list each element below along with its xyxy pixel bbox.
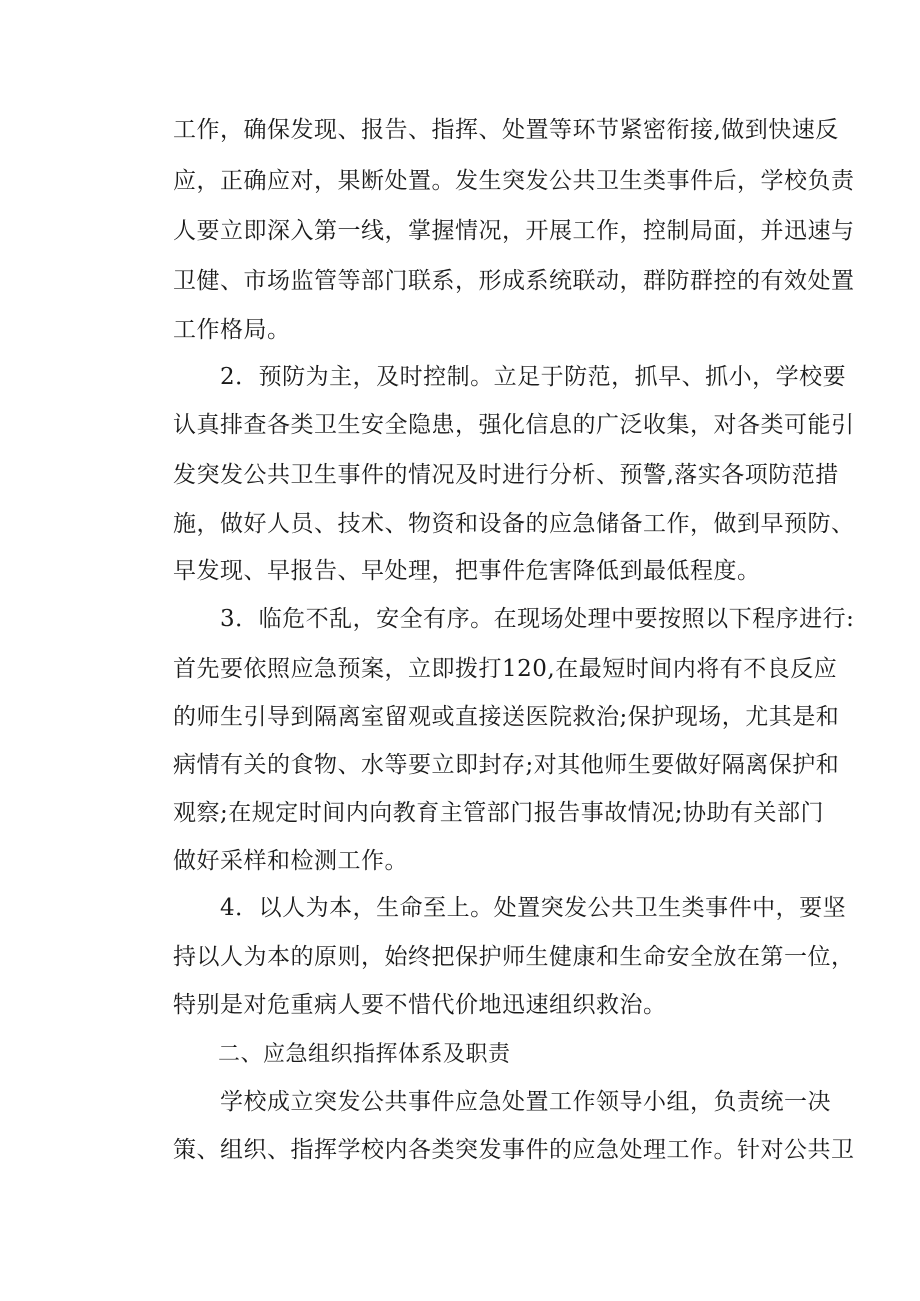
text-line: 病情有关的食物、水等要立即封存;对其他师生要做好隔离保护和 bbox=[173, 752, 840, 778]
text-line: 的师生引导到隔离室留观或直接送医院救治;保护现场，尤其是和 bbox=[173, 704, 840, 730]
text-line: 首先要依照应急预案，立即拨打120,在最短时间内将有不良反应 bbox=[173, 656, 838, 682]
text-line: 应，正确应对，果断处置。发生突发公共卫生类事件后，学校负责 bbox=[173, 168, 855, 194]
paragraph-4-start: 4．以人为本，生命至上。处置突发公共卫生类事件中，要坚 bbox=[220, 895, 847, 921]
section-heading: 二、应急组织指挥体系及职责 bbox=[218, 1042, 511, 1067]
text-line: 卫健、市场监管等部门联系，形成系统联动，群防群控的有效处置 bbox=[173, 268, 855, 294]
paragraph-3-start: 3．临危不乱，安全有序。在现场处理中要按照以下程序进行: bbox=[220, 606, 855, 632]
text-line: 做好采样和检测工作。 bbox=[173, 848, 408, 874]
text-line: 特别是对危重病人要不惜代价地迅速组织救治。 bbox=[173, 992, 667, 1018]
text-line: 观察;在规定时间内向教育主管部门报告事故情况;协助有关部门 bbox=[173, 800, 824, 826]
text-line: 持以人为本的原则，始终把保护师生健康和生命安全放在第一位， bbox=[173, 944, 855, 970]
text-line: 工作，确保发现、报告、指挥、处置等环节紧密衔接,做到快速反 bbox=[173, 117, 839, 143]
text-line: 工作格局。 bbox=[173, 317, 291, 343]
text-line: 发突发公共卫生事件的情况及时进行分析、预警,落实各项防范措 bbox=[173, 462, 839, 488]
text-line: 早发现、早报告、早处理，把事件危害降低到最低程度。 bbox=[173, 558, 761, 584]
text-line: 施，做好人员、技术、物资和设备的应急储备工作，做到早预防、 bbox=[173, 511, 855, 537]
text-line: 认真排查各类卫生安全隐患，强化信息的广泛收集，对各类可能引 bbox=[173, 412, 855, 438]
paragraph-2-start: 2．预防为主，及时控制。立足于防范，抓早、抓小，学校要 bbox=[220, 364, 847, 390]
text-line: 策、组织、指挥学校内各类突发事件的应急处理工作。针对公共卫 bbox=[173, 1137, 855, 1163]
text-line: 人要立即深入第一线，掌握情况，开展工作，控制局面，并迅速与 bbox=[173, 218, 855, 244]
paragraph-5-start: 学校成立突发公共事件应急处置工作领导小组，负责统一决 bbox=[220, 1089, 831, 1115]
